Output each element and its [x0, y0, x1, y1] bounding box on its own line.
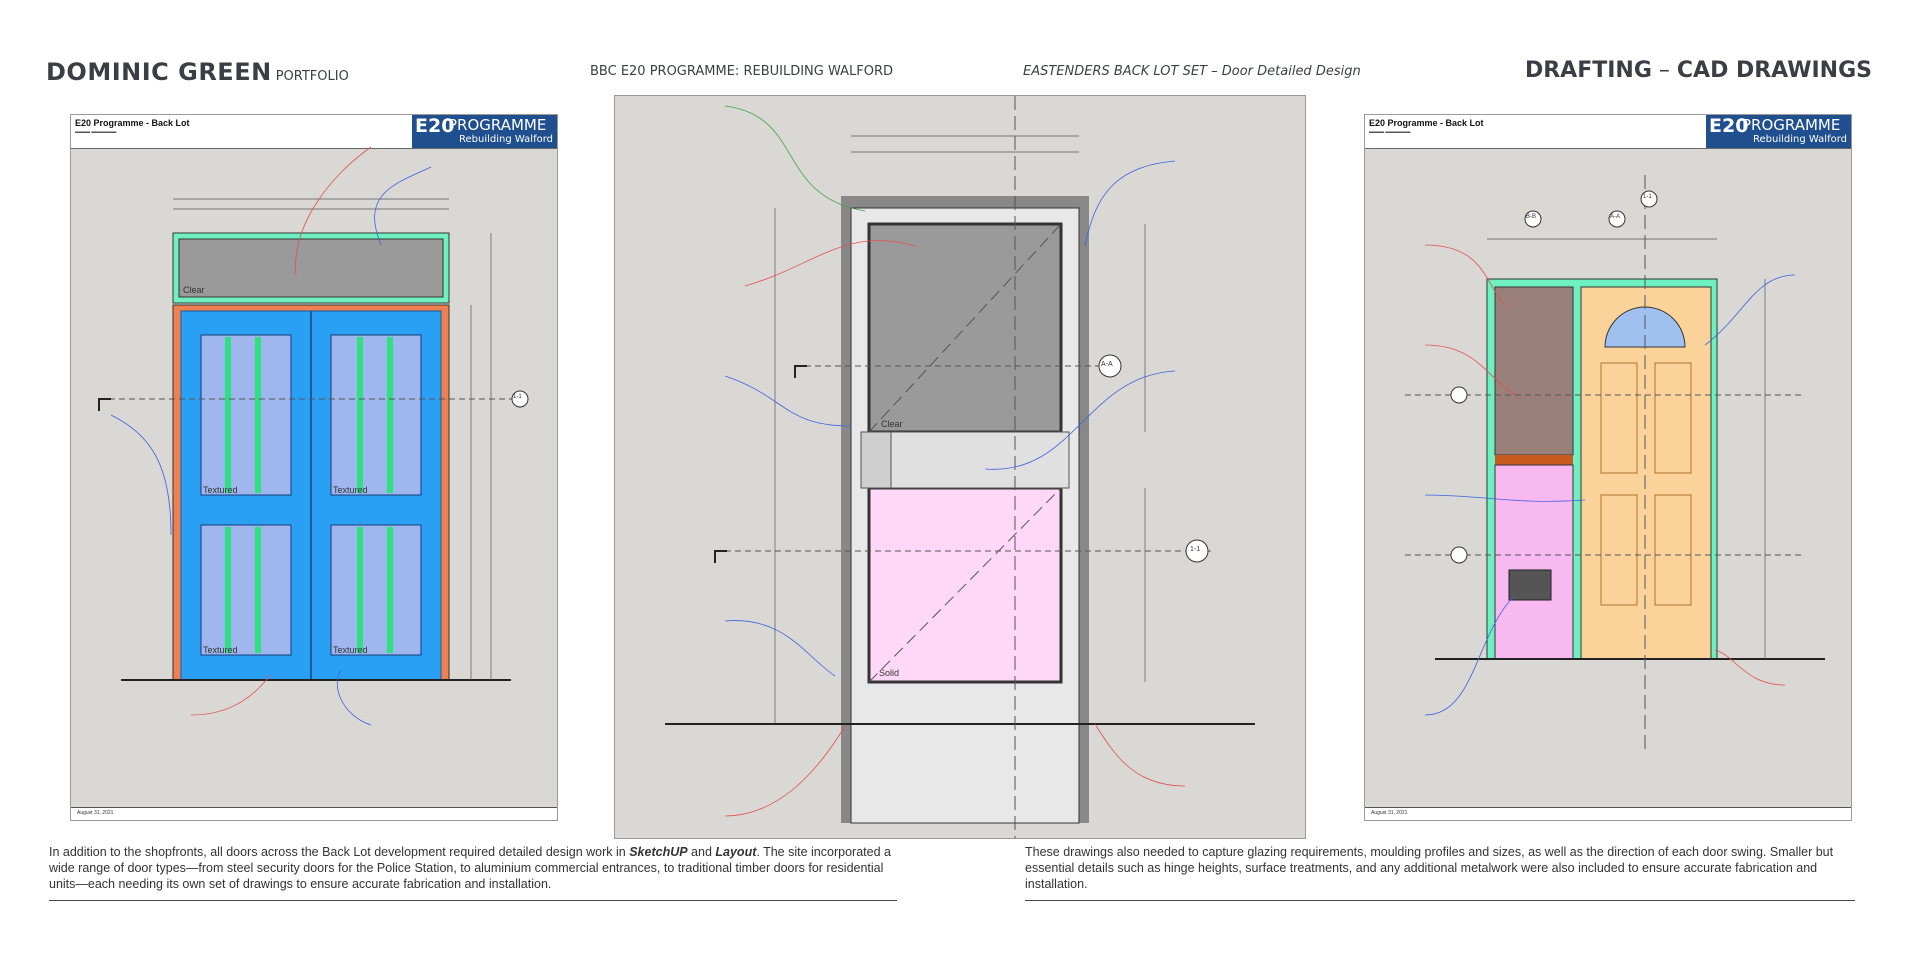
leader-line — [725, 726, 845, 816]
mid-rail — [863, 432, 1069, 488]
section-bubble — [1451, 547, 1467, 563]
glass-panel-bottom-right — [331, 525, 421, 655]
sheet-date: August 31, 2021 — [1371, 810, 1408, 816]
set-title-italic: EASTENDERS BACK LOT SET — [1023, 64, 1207, 79]
sheet-footer — [1365, 807, 1851, 820]
transom-clear-label: Clear — [183, 285, 205, 295]
programme-title: BBC E20 PROGRAMME: REBUILDING WALFORD — [590, 64, 894, 79]
sheet-title: E20 Programme - Back Lot — [1369, 118, 1484, 128]
leader-line — [725, 621, 835, 676]
p1-and: and — [687, 845, 716, 859]
letterbox-plate — [861, 432, 891, 488]
door-panel — [1601, 363, 1637, 473]
section-marker — [99, 399, 111, 411]
leader-line — [725, 106, 865, 211]
author-name: DOMINIC GREEN — [46, 58, 272, 86]
section-title-drafting: DRAFTING — [1524, 58, 1652, 83]
textured-label: Textured — [203, 485, 238, 495]
section-bubble-aa-label: A-A — [1610, 214, 1621, 220]
clear-glass-label: Clear — [881, 419, 903, 429]
section-title-dash: – — [1651, 58, 1677, 83]
sheet-subtitle: ▬▬▬ ▬▬▬▬▬ — [1369, 129, 1411, 135]
glazing-bar — [225, 527, 231, 653]
air-vent — [1509, 570, 1551, 600]
p1-sketchup: SketchUP — [629, 845, 688, 859]
portfolio-brand — [46, 58, 349, 86]
section-title — [1525, 58, 1872, 83]
set-title — [1023, 64, 1361, 79]
transom-glass — [179, 239, 443, 297]
glazing-bar — [357, 527, 363, 653]
frame-head — [841, 196, 1089, 208]
drawing-sheet-single-door — [614, 95, 1306, 839]
glazing-bar — [255, 527, 261, 653]
glazing-bar — [225, 337, 231, 493]
p1-text-a: In addition to the shopfronts, all doors across the Back Lot development required detailed design work in — [49, 845, 630, 859]
frame-jamb-right — [1079, 196, 1089, 823]
portfolio-label: PORTFOLIO — [275, 69, 349, 84]
glazing-bar — [255, 337, 261, 493]
section-bubble-11-label: 1-1 — [1643, 194, 1652, 200]
logo-e20: E20 — [415, 115, 455, 137]
door-panel — [1655, 495, 1691, 605]
single-door-drawing — [615, 96, 1305, 838]
textured-label: Textured — [203, 645, 238, 655]
logo-programme: PROGRAMME — [448, 116, 547, 134]
sheet-subtitle: ▬▬▬ ▬▬▬▬▬ — [75, 129, 117, 135]
section-bubble-aa-label: A-A — [1101, 361, 1113, 368]
glazing-bar — [387, 527, 393, 653]
sheet-footer — [71, 807, 557, 820]
glass-panel-top-left — [201, 335, 291, 495]
door-panel — [1601, 495, 1637, 605]
textured-label: Textured — [333, 645, 368, 655]
sheet-date: August 31, 2021 — [77, 810, 114, 816]
leader-line — [725, 376, 850, 426]
section-marker — [715, 551, 727, 563]
description-paragraph-2: These drawings also needed to capture glazing requirements, moulding profiles and sizes, as well as the direction of each door swing. Smaller but essential details such as hinge heights, surface treatments, and any additional metalwork were also included to ensure accurate fabrication and installation. — [1025, 844, 1855, 901]
logo-programme: PROGRAMME — [1742, 116, 1841, 134]
glazing-bar — [387, 337, 393, 493]
leader-line — [1705, 275, 1795, 345]
section-title-cad: CAD DRAWINGS — [1676, 58, 1872, 83]
drawing-sheet-double-door — [70, 114, 558, 821]
textured-label: Textured — [333, 485, 368, 495]
sidelight-glass — [1495, 287, 1573, 455]
door-panel — [1655, 363, 1691, 473]
section-bubble-label: 1-1 — [513, 394, 522, 400]
glass-panel-top-right — [331, 335, 421, 495]
glass-panel-bottom-left — [201, 525, 291, 655]
p1-layout: Layout — [715, 845, 757, 859]
section-marker — [795, 366, 807, 378]
leader-line — [1095, 724, 1185, 786]
logo-subtitle: Rebuilding Walford — [1753, 134, 1847, 145]
solid-panel-label: Solid — [879, 668, 900, 678]
sidelight-panel — [1495, 465, 1573, 659]
logo-subtitle: Rebuilding Walford — [459, 134, 553, 145]
description-paragraph-1 — [49, 844, 897, 901]
sidelight-transom-bar — [1495, 455, 1573, 465]
frame-jamb-left — [841, 196, 851, 823]
timber-door-drawing — [1365, 115, 1851, 820]
drawing-sheet-timber-door — [1364, 114, 1852, 821]
leader-line — [1085, 161, 1175, 246]
double-door-drawing — [71, 115, 557, 820]
logo-e20: E20 — [1709, 115, 1749, 137]
section-bubble — [1451, 387, 1467, 403]
leader-line — [111, 415, 171, 535]
set-title-rest: – Door Detailed Design — [1206, 64, 1361, 79]
sheet-title: E20 Programme - Back Lot — [75, 118, 190, 128]
section-bubble-11-label: 1-1 — [1190, 546, 1201, 553]
leader-line — [1715, 650, 1785, 685]
p1-text-b: . The site incorporated a wide range of door types—from steel security doors for the Police Station, to aluminium commercial entrances, to traditional timber doors for residential units—each needing its own set of drawings to ensure accurate fabrication and installation. — [49, 845, 891, 891]
glazing-bar — [357, 337, 363, 493]
section-bubble-bb-label: B-B — [1526, 214, 1537, 220]
